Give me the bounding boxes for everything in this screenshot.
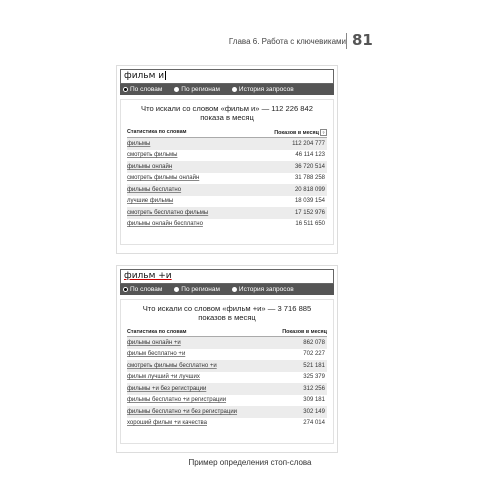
phrase-link[interactable]: фильмы бесплатно +и без регистрации bbox=[127, 408, 238, 415]
phrase-link[interactable]: фильмы онлайн +и bbox=[127, 339, 181, 346]
table-row bbox=[127, 138, 327, 150]
radio-selected-icon bbox=[123, 287, 128, 292]
table-row bbox=[127, 372, 327, 384]
mode-by-words[interactable]: По словам bbox=[123, 286, 162, 293]
table-row bbox=[127, 349, 327, 361]
help-icon[interactable]: ? bbox=[320, 129, 327, 136]
header-divider bbox=[346, 33, 347, 49]
count-value: 17 152 976 bbox=[294, 209, 325, 216]
table-row bbox=[127, 161, 327, 173]
mode-query-history[interactable]: История запросов bbox=[232, 286, 294, 293]
mode-by-regions[interactable]: По регионам bbox=[174, 286, 220, 293]
search-query-text: фильм и bbox=[124, 71, 165, 81]
count-value: 16 511 650 bbox=[295, 221, 325, 228]
search-input[interactable] bbox=[120, 69, 334, 84]
phrase-link[interactable]: смотреть фильмы онлайн bbox=[127, 175, 200, 182]
figure-caption: Пример определения стоп-слова bbox=[188, 458, 312, 467]
table-row bbox=[127, 219, 327, 231]
count-value: 702 227 bbox=[303, 351, 325, 358]
results-table bbox=[127, 337, 327, 429]
table-row bbox=[127, 395, 327, 407]
table-header bbox=[127, 129, 327, 138]
phrase-link[interactable]: фильм лучший +и лучших bbox=[127, 374, 200, 381]
phrase-link[interactable]: смотреть фильмы bbox=[127, 152, 178, 159]
phrase-link[interactable]: смотреть фильмы бесплатно +и bbox=[127, 362, 217, 369]
table-row bbox=[127, 207, 327, 219]
phrase-link[interactable]: фильмы бесплатно bbox=[127, 186, 182, 193]
count-value: 31 788 258 bbox=[294, 175, 325, 182]
chapter-title: Глава 6. Работа с ключевиками bbox=[228, 37, 346, 46]
table-row bbox=[127, 150, 327, 162]
mode-by-regions[interactable]: По регионам bbox=[174, 86, 220, 93]
radio-icon bbox=[232, 287, 237, 292]
table-row bbox=[127, 196, 327, 208]
page-header bbox=[0, 33, 500, 51]
page-number: 81 bbox=[352, 31, 373, 49]
count-value: 274 014 bbox=[303, 420, 325, 427]
mode-selector bbox=[120, 84, 334, 95]
phrase-link[interactable]: хороший фильм +и качества bbox=[127, 420, 207, 427]
col-count-wrap bbox=[274, 129, 327, 136]
table-row bbox=[127, 406, 327, 418]
table-row bbox=[127, 383, 327, 395]
phrase-link[interactable]: смотреть бесплатно фильмы bbox=[127, 209, 209, 216]
phrase-link[interactable]: фильмы онлайн bbox=[127, 163, 173, 170]
count-value: 325 379 bbox=[303, 374, 325, 381]
mode-by-words[interactable]: По словам bbox=[123, 86, 162, 93]
mode-selector bbox=[120, 284, 334, 295]
col-phrase: Статистика по словам bbox=[127, 129, 187, 135]
results-card bbox=[120, 99, 334, 245]
search-query-text: фильм +и bbox=[124, 271, 172, 281]
radio-icon bbox=[232, 87, 237, 92]
results-title: Что искали со словом «фильм и» — 112 226 842 показа в месяц bbox=[141, 104, 313, 122]
text-caret bbox=[165, 71, 166, 80]
results-title: Что искали со словом «фильм +и» — 3 716 885 показов в месяц bbox=[142, 304, 312, 322]
count-value: 112 204 777 bbox=[292, 140, 325, 147]
results-card bbox=[120, 299, 334, 444]
radio-icon bbox=[174, 87, 179, 92]
count-value: 20 818 099 bbox=[294, 186, 325, 193]
count-value: 312 256 bbox=[303, 385, 325, 392]
wordstat-panel-2 bbox=[117, 266, 337, 452]
count-value: 36 720 514 bbox=[294, 163, 325, 170]
table-row bbox=[127, 337, 327, 349]
table-row bbox=[127, 418, 327, 430]
radio-icon bbox=[174, 287, 179, 292]
col-count: Показов в месяц bbox=[274, 129, 319, 136]
phrase-link[interactable]: фильмы онлайн бесплатно bbox=[127, 221, 203, 228]
count-value: 302 149 bbox=[303, 408, 325, 415]
wordstat-panel-1 bbox=[117, 66, 337, 253]
table-header bbox=[127, 329, 327, 337]
table-row bbox=[127, 360, 327, 372]
count-value: 46 114 123 bbox=[295, 152, 325, 159]
table-row bbox=[127, 173, 327, 185]
results-table bbox=[127, 138, 327, 230]
phrase-link[interactable]: фильмы бесплатно +и регистрации bbox=[127, 397, 227, 404]
col-count: Показов в месяц bbox=[282, 329, 327, 335]
phrase-link[interactable]: лучшие фильмы bbox=[127, 198, 174, 205]
phrase-link[interactable]: фильм бесплатно +и bbox=[127, 351, 186, 358]
table-row bbox=[127, 184, 327, 196]
count-value: 862 078 bbox=[303, 339, 325, 346]
count-value: 309 181 bbox=[303, 397, 325, 404]
phrase-link[interactable]: фильмы bbox=[127, 140, 151, 147]
radio-selected-icon bbox=[123, 87, 128, 92]
count-value: 521 181 bbox=[303, 362, 325, 369]
count-value: 18 039 154 bbox=[294, 198, 325, 205]
col-phrase: Статистика по словам bbox=[127, 329, 187, 335]
mode-query-history[interactable]: История запросов bbox=[232, 86, 294, 93]
search-input[interactable] bbox=[120, 269, 334, 284]
phrase-link[interactable]: фильмы +и без регистрации bbox=[127, 385, 207, 392]
